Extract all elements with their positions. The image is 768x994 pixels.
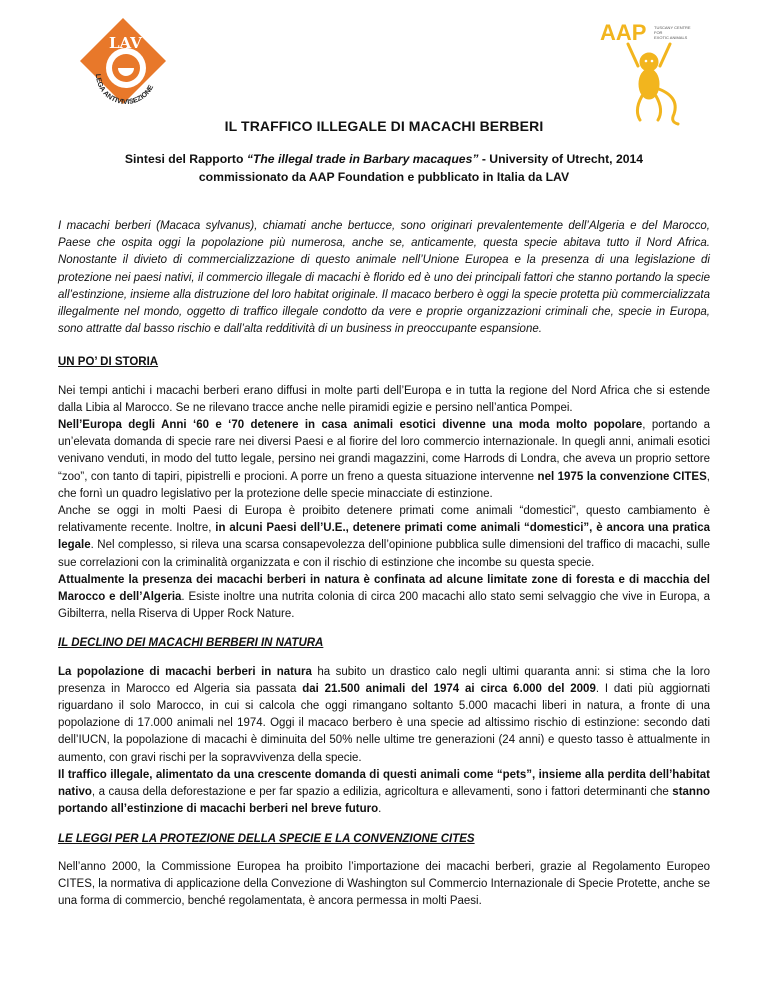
lav-ring-text: LEGA ANTIVIVISEZIONE (93, 73, 156, 107)
section-heading-storia: UN PO’ DI STORIA (58, 356, 159, 369)
monkey-icon (628, 44, 678, 124)
paragraph: Attualmente la presenza dei macachi berberi in natura è confinata ad alcune limitate zone di foresta e di macchia del Marocco e dell’Algeria. Esiste inoltre una nutrita colonia di circa 200 macachi allo stato semi selvaggio che vive in Europa, a Gibilterra, nella Riserva di Upper Rock Nature. (58, 573, 710, 621)
intro-paragraph: I macachi berberi (Macaca sylvanus), chiamati anche bertucce, sono originari prevalentemente dell’Algeria e del Marocco, Paese che ospita oggi la popolazione più numerosa, anche se, anticamente, questa specie abitava tutto il Nord Africa. Nonostante il divieto di commercializzazione di questo animale nell’Unione Europea e la presenza di una legislazione di protezione nei paesi nativi, il commercio illegale di macachi è florido ed è uno dei principali fattori che stanno portando la specie all’estinzione, insieme alla distruzione del loro habitat originale. Il macaco berbero è oggi la specie protetta più commercializzata illegalmente nel mondo, oggetto di traffico illegale condotto da vere e proprie organizzazioni criminali che, specie in Europa, sono attratte dal basso rischio e dall’alta redditività di un business in preoccupante espansione. (58, 220, 710, 336)
aap-logo (598, 18, 708, 128)
paragraph: Anche se oggi in molti Paesi di Europa è proibito detenere primati come animali “domestici”, questo cambiamento è relativamente recente. Inoltre, in alcuni Paesi dell’U.E., detenere primati come animali “domestici”, è ancora una pratica legale. Nel complesso, si rileva una scarsa consapevolezza dell’opinione pubblica sulle dimensioni del traffico di macachi, sulle sue correlazioni con la criminalità organizzata e con il rischio di estinzione che incombe su questa specie. (58, 505, 710, 569)
paragraph: La popolazione di macachi berberi in natura ha subito un drastico calo negli ultimi quaranta anni: si stima che la loro presenza in Marocco ed Algeria sia passata dai 21.500 animali del 1974 ai circa 6.000 del 2009. I dati più aggiornati riguardano il solo Marocco, in cui si calcola che oggi rimangano soltanto 5.000 macachi liberi in natura, a fronte di una popolazione di 17.000 animali nel 1974. Oggi il macaco berbero è una specie ad altissimo rischio di estinzione: secondo dati dell’IUCN, la popolazione di macachi è diminuita del 50% nelle ultime tre generazioni (24 anni) e questo tasso è attualmente in aumento, con gravi rischi per la sopravvivenza della specie. (58, 665, 711, 764)
section-heading-declino: IL DECLINO DEI MACACHI BERBERI IN NATURA (58, 637, 324, 650)
document-subtitle: Sintesi del Rapporto “The illegal trade in Barbary macaques” - University of Utrecht, 2014 commissionato da AAP Foundation e pubblicato in Italia da LAV (124, 152, 644, 184)
paragraph: Nei tempi antichi i macachi berberi erano diffusi in molte parti dell’Europa e in tutta la regione del Nord Africa che si estende dalla Libia al Marocco. Se ne rilevano tracce anche nelle piramidi egizie e persino nell’antica Pompei. (58, 384, 710, 414)
paragraph: Nell’anno 2000, la Commissione Europea ha proibito l’importazione dei macachi berberi, grazie al Regolamento Europeo CITES, la normativa di applicazione della Convezione di Washington sul Commercio Internazionale di Specie Protette, anche se una forma di commercio, benché regolamentata, è ancora permessa in molti Paesi. (58, 860, 710, 908)
section-heading-leggi: LE LEGGI PER LA PROTEZIONE DELLA SPECIE E LA CONVENZIONE CITES (58, 832, 475, 845)
lav-logo (78, 16, 168, 112)
svg-text:EXOTIC ANIMALS: EXOTIC ANIMALS (654, 35, 688, 40)
paragraph: Il traffico illegale, alimentato da una crescente domanda di questi animali come “pets”, insieme alla perdita dell’habitat nativo, a causa della deforestazione e per far spazio a edilizia, agricoltura e allevamenti, sono i fattori determinanti che stanno portando all’estinzione di macachi berberi nel breve futuro. (58, 768, 710, 816)
document-body (58, 218, 710, 910)
svg-text:FOR: FOR (654, 30, 663, 35)
svg-text:TUSCANY CENTRE: TUSCANY CENTRE (654, 25, 691, 30)
document-title: IL TRAFFICO ILLEGALE DI MACACHI BERBERI (224, 118, 544, 134)
lav-logo-text: LAV (109, 34, 142, 52)
paragraph: Nell’Europa degli Anni ‘60 e ‘70 detenere in casa animali esotici divenne una moda molto popolare, portando a un’elevata domanda di specie rare nei diversi Paesi e al fiorire del loro commercio internazionale. In quegli anni, animali esotici venivano venduti, in modo del tutto legale, persino nei grandi magazzini, come Harrods di Londra, che aveva un proprio settore “zoo”, con tanto di tapiri, pipistrelli e procioni. A porre un freno a questa situazione intervenne nel 1975 la convenzione CITES, che fornì un quadro legislativo per la protezione delle specie minacciate di estinzione. (58, 419, 710, 500)
aap-logo-text: AAP (600, 20, 647, 45)
